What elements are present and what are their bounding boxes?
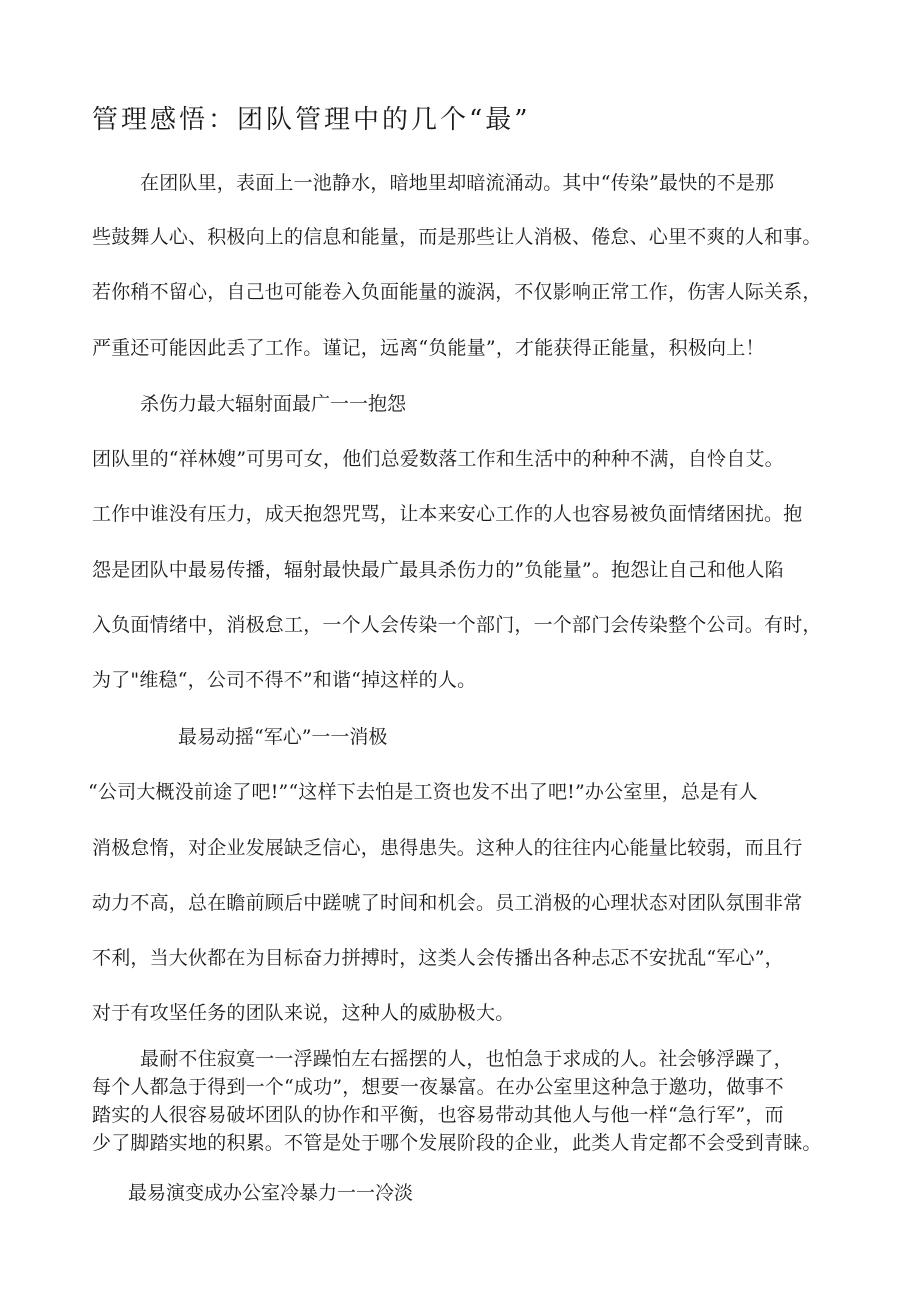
section2-line-1: “公司大概没前途了吧!”“这样下去怕是工资也发不出了吧!”办公室里，总是有人 xyxy=(88,781,758,803)
page-title: 管理感悟：团队管理中的几个“最” xyxy=(92,105,531,135)
section2-line-4: 不利，当大伙都在为目标奋力拼搏时，这类人会传播出各种忐忑不安扰乱“军心”， xyxy=(92,947,784,969)
section1-line-3: 怨是团队中最易传播，辐射最快最广最具杀伤力的”负能量”。抱怨让自己和他人陷 xyxy=(92,559,784,581)
section1-line-1: 团队里的“祥林嫂”可男可女，他们总爱数落工作和生活中的种种不满，自怜自艾。 xyxy=(92,448,784,470)
section1-line-2: 工作中谁没有压力，成天抱怨咒骂，让本来安心工作的人也容易被负面情绪困扰。抱 xyxy=(92,503,803,525)
intro-line-4: 严重还可能因此丢了工作。谨记，远离“负能量”，才能获得正能量，积极向上！ xyxy=(92,337,765,359)
section-heading-negativity: 最易动摇“军心”一一消极 xyxy=(178,726,388,748)
intro-line-2: 些鼓舞人心、积极向上的信息和能量，而是那些让人消极、倦怠、心里不爽的人和事。 xyxy=(92,226,822,248)
section2-line-3: 动力不高，总在瞻前顾后中蹉唬了时间和机会。员工消极的心理状态对团队氛围非常 xyxy=(92,892,803,914)
section1-line-5: 为了"维稳“，公司不得不”和谐“掉这样的人。 xyxy=(92,669,477,691)
intro-line-1: 在团队里，表面上一池静水，暗地里却暗流涌动。其中“传染”最快的不是那 xyxy=(140,172,775,194)
section3-line-4: 少了脚踏实地的积累。不管是处于哪个发展阶段的企业，此类人肯定都不会受到青睐。 xyxy=(92,1132,822,1154)
intro-line-3: 若你稍不留心，自己也可能卷入负面能量的漩涡，不仅影响正常工作，伤害人际关系， xyxy=(92,281,822,303)
section1-line-4: 入负面情绪中，消极怠工，一个人会传染一个部门，一个部门会传染整个公司。有时， xyxy=(92,614,822,636)
section2-line-2: 消极怠惰，对企业发展缺乏信心，患得患失。这种人的往往内心能量比较弱，而且行 xyxy=(92,837,803,859)
section3-line-2: 每个人都急于得到一个“成功”，想要一夜暴富。在办公室里这种急于邀功，做事不 xyxy=(92,1076,784,1098)
section3-line-3: 踏实的人很容易破坏团队的协作和平衡，也容易带动其他人与他一样“急行军”，而 xyxy=(92,1104,784,1126)
section-heading-indifference: 最易演变成办公室冷暴力一一冷淡 xyxy=(128,1182,414,1204)
section3-line-1: 最耐不住寂寞一一浮躁怕左右摇摆的人，也怕急于求成的人。社会够浮躁了， xyxy=(140,1048,793,1070)
section-heading-complaint: 杀伤力最大辐射面最广一一抱怨 xyxy=(140,393,407,415)
section2-line-5: 对于有攻坚任务的团队来说，这种人的威胁极大。 xyxy=(92,1002,515,1024)
